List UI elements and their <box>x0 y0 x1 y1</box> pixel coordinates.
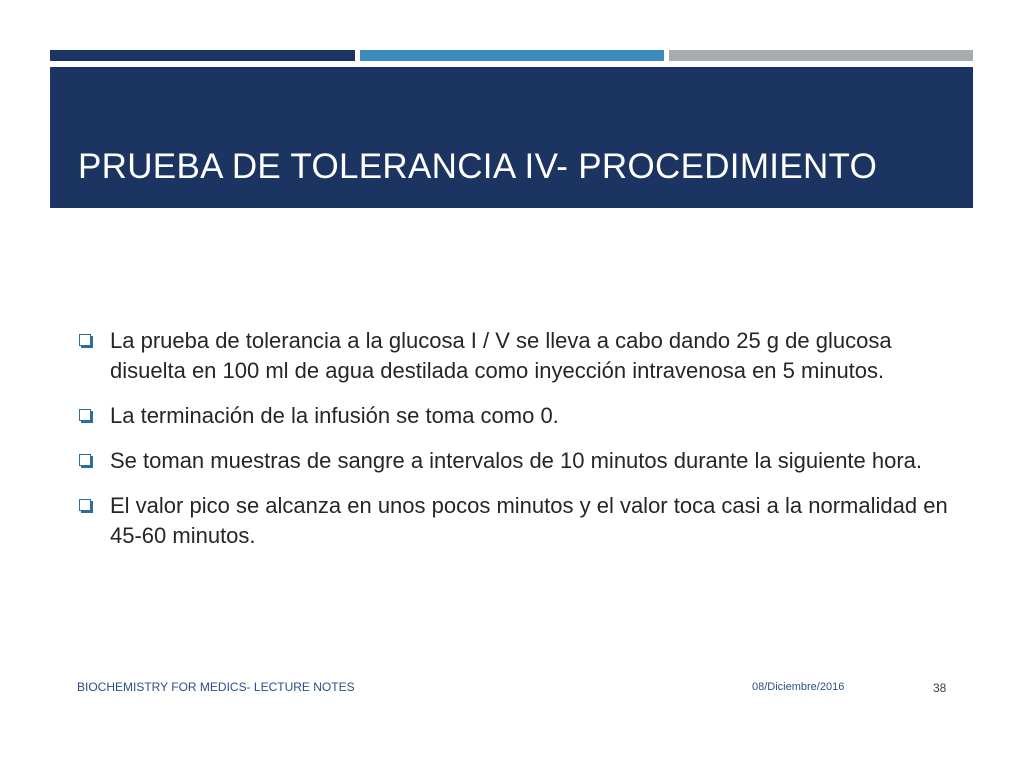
bullet-text: Se toman muestras de sangre a intervalos de 10 minutos durante la siguiente hora. <box>110 448 923 473</box>
slide-title: PRUEBA DE TOLERANCIA IV- PROCEDIMIENTO <box>78 147 878 186</box>
bullet-text: La prueba de tolerancia a la glucosa I / V se lleva a cabo dando 25 g de glucosa disuelta en 100 ml de agua destilada como inyección intravenosa en 5 minutos. <box>110 328 892 383</box>
bullet-list <box>78 326 948 566</box>
checkbox-bullet-icon <box>79 499 91 511</box>
title-band <box>50 67 973 208</box>
bullet-text: El valor pico se alcanza en unos pocos minutos y el valor toca casi a la normalidad en 45-60 minutos. <box>110 493 948 548</box>
checkbox-bullet-icon <box>79 454 91 466</box>
accent-bar-gray <box>669 50 973 61</box>
bullet-item <box>78 401 948 431</box>
footer-course-title: BIOCHEMISTRY FOR MEDICS- LECTURE NOTES <box>77 680 355 694</box>
page-number: 38 <box>933 681 947 695</box>
checkbox-bullet-icon <box>79 409 91 421</box>
accent-bar-blue <box>360 50 664 61</box>
footer-date: 08/Diciembre/2016 <box>752 681 845 693</box>
bullet-item <box>78 326 948 386</box>
checkbox-bullet-icon <box>79 334 91 346</box>
bullet-item <box>78 446 948 476</box>
accent-bar-dark <box>50 50 355 61</box>
bullet-text: La terminación de la infusión se toma como 0. <box>110 403 559 428</box>
bullet-item <box>78 491 948 551</box>
